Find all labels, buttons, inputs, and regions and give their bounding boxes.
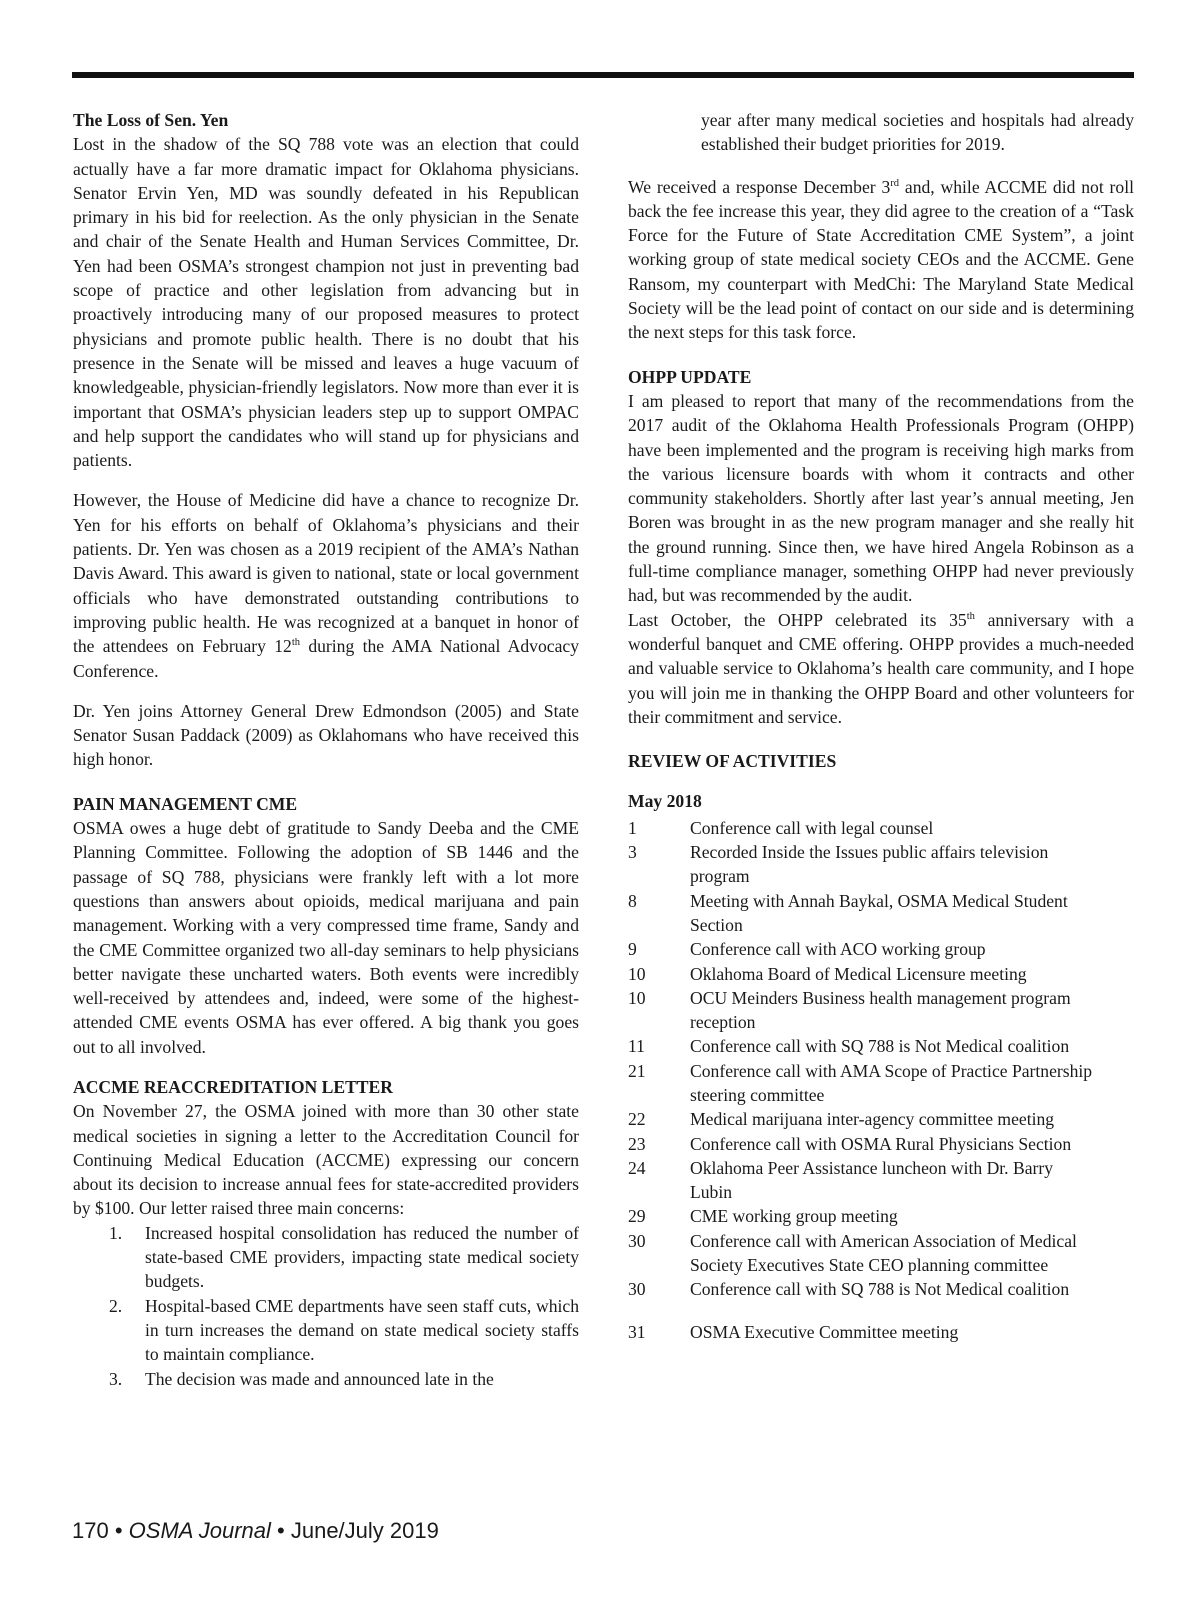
paragraph: On November 27, the OSMA joined with more than 30 other state medical societies in signing a letter to the Accreditation Council for Continuing Medical Education (ACCME) expressing our concern about its decision to increase annual fees for state-accredited providers by $100. Our letter raised three main concerns:: [73, 1101, 579, 1219]
section-heading-pain-management: PAIN MANAGEMENT CME: [73, 793, 298, 814]
list-item: 10 Oklahoma Board of Medical Licensure meeting: [628, 963, 1027, 984]
issue-date: June/July 2019: [290, 1518, 439, 1543]
list-item: 8 Meeting with Annah Baykal, OSMA Medical Student Section: [628, 890, 1068, 935]
list-item: 23 Conference call with OSMA Rural Physicians Section: [628, 1133, 1072, 1154]
section-heading-review-of-activities: REVIEW OF ACTIVITIES: [628, 751, 837, 772]
list-item: 3. The decision was made and announced late in the: [109, 1368, 494, 1389]
paragraph: OSMA owes a huge debt of gratitude to Sandy Deeba and the CME Planning Committee. Following the adoption of SB 1446 and the passage of SQ 788, physicians were frankly left with a lot more questions than answers about opioids, medical marijuana and pain management. Working with a very compressed time frame, Sandy and the CME Committee organized two all-day seminars to help physicians better navigate these uncharted waters. Both events were incredibly well-received by attendees and, indeed, were some of the highest-attended CME events OSMA has ever offered. A big thank you goes out to all involved.: [73, 818, 579, 1057]
list-item: 30 Conference call with American Association of Medical Society Executives State CEO planning committee: [628, 1230, 1077, 1276]
list-item: 30 Conference call with SQ 788 is Not Medical coalition: [628, 1279, 1070, 1300]
section-heading-accme: ACCME REACCREDITATION LETTER: [73, 1076, 393, 1097]
list-item: 2. Hospital-based CME departments have seen staff cuts, which in turn increases the demand on state medical society staffs to maintain compliance.: [109, 1295, 579, 1365]
page-footer: [72, 1518, 439, 1544]
paragraph: We received a response December 3rd and, while ACCME did not roll back the fee increase this year, they did agree to the creation of a “Task Force for the Future of State Accreditation CME System”, a joint working group of state medical society CEOs and the ACCME. Gene Ransom, my counterpart with MedChi: The Maryland State Medical Society will be the lead point of contact on our side and is determining the next steps for this task force.: [628, 176, 1134, 343]
paragraph: I am pleased to report that many of the recommendations from the 2017 audit of the Oklahoma Health Professionals Program (OHPP) have been implemented and the program is receiving high marks from the various licensure boards with whom it contracts and other community stakeholders. Shortly after last year’s annual meeting, Jen Boren was brought in as the new program manager and she really hit the ground running. Since then, we have hired Angela Robinson as a full-time compliance manager, something OHPP had never previously had, but was recommended by the audit.: [628, 390, 1134, 606]
section-heading-ohpp-update: OHPP UPDATE: [628, 366, 752, 387]
list-item: 9 Conference call with ACO working group: [628, 939, 986, 960]
list-item: 29 CME working group meeting: [628, 1206, 898, 1227]
list-item: 10 OCU Meinders Business health management program reception: [628, 987, 1071, 1033]
separator: •: [108, 1518, 129, 1543]
month-heading: May 2018: [628, 791, 702, 812]
list-item: 1 Conference call with legal counsel: [628, 817, 934, 838]
paragraph: Last October, the OHPP celebrated its 35th anniversary with a wonderful banquet and CME offering. OHPP provides a much-needed and valuable service to Oklahoma’s health care community, and I hope you will join me in thanking the OHPP Board and other volunteers for their commitment and service.: [628, 609, 1134, 727]
page-number: 170: [72, 1518, 109, 1543]
activities-list: [628, 816, 1134, 1344]
journal-title: OSMA Journal: [128, 1518, 271, 1543]
section-heading-loss-of-sen-yen: The Loss of Sen. Yen: [73, 110, 229, 130]
list-item: 24 Oklahoma Peer Assistance luncheon with Dr. Barry Lubin: [628, 1157, 1054, 1203]
left-column: [73, 108, 579, 1391]
list-item: 31 OSMA Executive Committee meeting: [628, 1321, 959, 1342]
separator: •: [270, 1518, 291, 1543]
concerns-list: [73, 1221, 579, 1391]
paragraph: Dr. Yen joins Attorney General Drew Edmondson (2005) and State Senator Susan Paddack (2009) as Oklahomans who have received this high honor.: [73, 700, 579, 770]
list-item: 1. Increased hospital consolidation has reduced the number of state-based CME providers, impacting state medical society budgets.: [109, 1222, 579, 1292]
right-column: [628, 108, 1134, 1344]
list-item: 3 Recorded Inside the Issues public affairs television program: [628, 842, 1049, 887]
paragraph-continuation: year after many medical societies and hospitals had already established their budget priorities for 2019.: [701, 110, 1134, 155]
list-item: 11 Conference call with SQ 788 is Not Medical coalition: [628, 1036, 1070, 1057]
paragraph: However, the House of Medicine did have a chance to recognize Dr. Yen for his efforts on behalf of Oklahoma’s physicians and their patients. Dr. Yen was chosen as a 2019 recipient of the AMA’s Nathan Davis Award. This award is given to national, state or local government officials who have demonstrated outstanding contributions to improving public health. He was recognized at a banquet in honor of the attendees on February 12th during the AMA National Advocacy Conference.: [73, 490, 579, 681]
header-rule: [72, 72, 1134, 78]
list-item: 21 Conference call with AMA Scope of Practice Partnership steering committee: [628, 1060, 1093, 1105]
paragraph: Lost in the shadow of the SQ 788 vote was an election that could actually have a far more dramatic impact for Oklahoma physicians. Senator Ervin Yen, MD was soundly defeated in his Republican primary in his bid for reelection. As the only physician in the Senate and chair of the Senate Health and Human Services Committee, Dr. Yen had been OSMA’s strongest champion not just in preventing bad scope of practice and other legislation from advancing but in proactively introducing many of our proposed measures to protect physicians and promote public health. There is no doubt that his presence in the Senate will be missed and leaves a huge vacuum of knowledgeable, physician-friendly legislators. Now more than ever it is important that OSMA’s physician leaders step up to support OMPAC and help support the candidates who will stand up for physicians and patients.: [73, 134, 579, 471]
list-item: 22 Medical marijuana inter-agency committee meeting: [628, 1109, 1055, 1130]
